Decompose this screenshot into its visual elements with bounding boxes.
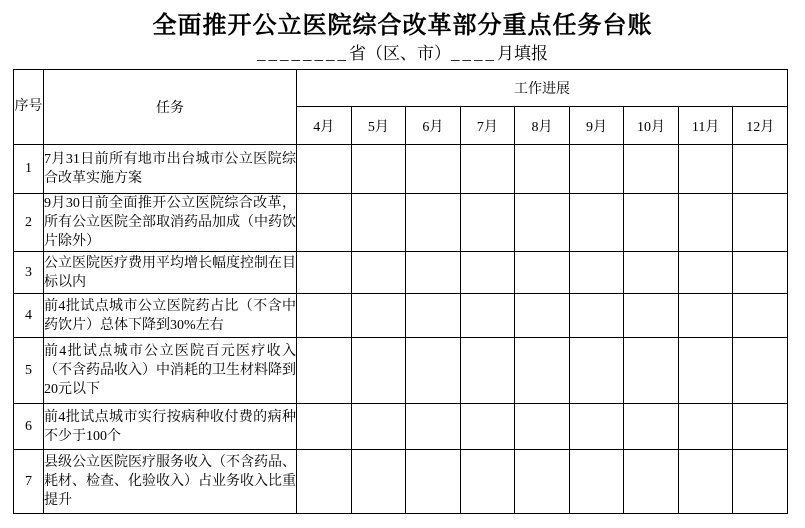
progress-cell[interactable] [624, 294, 679, 338]
row-number: 1 [14, 145, 44, 194]
progress-cell[interactable] [569, 338, 624, 404]
progress-cell[interactable] [515, 338, 570, 404]
progress-cell[interactable] [733, 450, 788, 514]
task-description: 前4批试点城市公立医院药占比（不含中药饮片）总体下降到30%左右 [44, 294, 297, 338]
month-label: 月填报 [497, 44, 548, 63]
progress-cell[interactable] [297, 145, 352, 194]
task-description: 公立医院医疗费用平均增长幅度控制在目标以内 [44, 252, 297, 294]
progress-cell[interactable] [624, 145, 679, 194]
progress-cell[interactable] [733, 338, 788, 404]
province-label: 省（区、市） [349, 44, 451, 63]
progress-cell[interactable] [678, 450, 733, 514]
table-row [14, 145, 788, 194]
progress-cell[interactable] [515, 294, 570, 338]
progress-cell[interactable] [406, 252, 461, 294]
task-column-header: 任务 [44, 70, 297, 145]
row-number: 4 [14, 294, 44, 338]
progress-cell[interactable] [351, 404, 406, 450]
progress-cell[interactable] [624, 252, 679, 294]
document-title: 全面推开公立医院综合改革部分重点任务台账 [152, 13, 653, 39]
progress-cell[interactable] [515, 252, 570, 294]
month-header-aug: 8月 [515, 107, 570, 145]
progress-cell[interactable] [406, 404, 461, 450]
table-row [14, 338, 788, 404]
progress-cell[interactable] [460, 450, 515, 514]
progress-cell[interactable] [297, 450, 352, 514]
progress-cell[interactable] [297, 404, 352, 450]
progress-cell[interactable] [624, 404, 679, 450]
progress-cell[interactable] [569, 252, 624, 294]
row-number: 5 [14, 338, 44, 404]
task-description: 9月30日前全面推开公立医院综合改革，所有公立医院全部取消药品加成（中药饮片除外） [44, 194, 297, 252]
task-description: 前4批试点城市公立医院百元医疗收入（不含药品收入）中消耗的卫生材料降到20元以下 [44, 338, 297, 404]
task-ledger-table [13, 69, 788, 514]
month-header-jun: 6月 [406, 107, 461, 145]
progress-cell[interactable] [569, 404, 624, 450]
progress-cell[interactable] [678, 145, 733, 194]
progress-cell[interactable] [297, 294, 352, 338]
progress-cell[interactable] [460, 338, 515, 404]
month-header-oct: 10月 [624, 107, 679, 145]
progress-cell[interactable] [624, 338, 679, 404]
progress-cell[interactable] [406, 194, 461, 252]
progress-cell[interactable] [733, 404, 788, 450]
progress-cell[interactable] [569, 194, 624, 252]
row-number: 2 [14, 194, 44, 252]
progress-cell[interactable] [515, 404, 570, 450]
task-description: 7月31日前所有地市出台城市公立医院综合改革实施方案 [44, 145, 297, 194]
progress-cell[interactable] [460, 252, 515, 294]
row-number: 7 [14, 450, 44, 514]
progress-cell[interactable] [515, 194, 570, 252]
progress-cell[interactable] [460, 294, 515, 338]
progress-cell[interactable] [733, 252, 788, 294]
progress-cell[interactable] [569, 450, 624, 514]
progress-cell[interactable] [624, 194, 679, 252]
task-description: 县级公立医院医疗服务收入（不含药品、耗材、检查、化验收入）占业务收入比重提升 [44, 450, 297, 514]
progress-cell[interactable] [733, 294, 788, 338]
progress-cell[interactable] [406, 338, 461, 404]
progress-cell[interactable] [678, 338, 733, 404]
progress-cell[interactable] [678, 252, 733, 294]
progress-cell[interactable] [733, 145, 788, 194]
progress-cell[interactable] [351, 145, 406, 194]
progress-cell[interactable] [297, 252, 352, 294]
progress-cell[interactable] [406, 294, 461, 338]
progress-cell[interactable] [351, 252, 406, 294]
table-row [14, 450, 788, 514]
province-blank-field[interactable]: ________ [257, 44, 349, 63]
progress-cell[interactable] [406, 145, 461, 194]
month-header-apr: 4月 [297, 107, 352, 145]
progress-cell[interactable] [297, 338, 352, 404]
progress-cell[interactable] [460, 404, 515, 450]
progress-cell[interactable] [460, 194, 515, 252]
progress-cell[interactable] [733, 194, 788, 252]
table-row [14, 294, 788, 338]
month-header-nov: 11月 [678, 107, 733, 145]
month-header-jul: 7月 [460, 107, 515, 145]
progress-cell[interactable] [569, 294, 624, 338]
table-row [14, 252, 788, 294]
progress-cell[interactable] [678, 404, 733, 450]
progress-cell[interactable] [460, 145, 515, 194]
progress-cell[interactable] [569, 145, 624, 194]
progress-cell[interactable] [297, 194, 352, 252]
report-subtitle [0, 43, 805, 64]
progress-cell[interactable] [678, 194, 733, 252]
row-number: 3 [14, 252, 44, 294]
month-header-sep: 9月 [569, 107, 624, 145]
month-header-may: 5月 [351, 107, 406, 145]
task-description: 前4批试点城市实行按病种收付费的病种不少于100个 [44, 404, 297, 450]
row-number: 6 [14, 404, 44, 450]
progress-cell[interactable] [351, 194, 406, 252]
progress-cell[interactable] [678, 294, 733, 338]
progress-cell[interactable] [351, 294, 406, 338]
progress-cell[interactable] [351, 450, 406, 514]
progress-cell[interactable] [624, 450, 679, 514]
progress-cell[interactable] [406, 450, 461, 514]
progress-cell[interactable] [515, 145, 570, 194]
progress-cell[interactable] [351, 338, 406, 404]
table-row [14, 194, 788, 252]
month-blank-field[interactable]: ____ [451, 44, 497, 63]
month-header-dec: 12月 [733, 107, 788, 145]
progress-cell[interactable] [515, 450, 570, 514]
progress-group-header: 工作进展 [297, 70, 788, 107]
index-column-header: 序号 [14, 70, 44, 145]
table-row [14, 404, 788, 450]
